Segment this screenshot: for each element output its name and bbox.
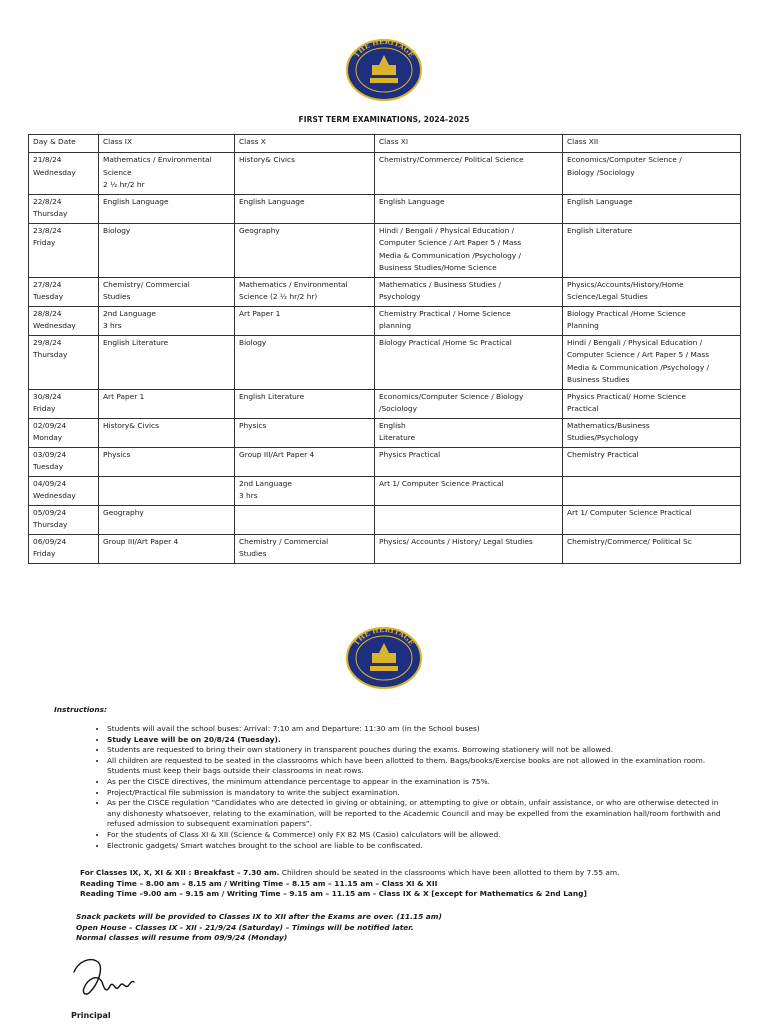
table-cell-subject: Mathematics/Business Studies/Psychology [563,418,741,447]
table-cell-date: 27/8/24 Tuesday [29,277,99,306]
table-cell-subject: Hindi / Bengali / Physical Education / Computer Science / Art Paper 5 / Mass Media & Communication /Psychology / Business Studies/Home Science [375,223,563,277]
table-row [29,194,741,223]
instruction-item: • Students will avail the school buses: Arrival: 7:10 am and Departure: 11:30 am (in the School buses) [107,724,734,735]
table-cell-subject: Art Paper 1 [99,389,235,418]
table-cell-subject: English Literature [375,418,563,447]
snack-note: Snack packets will be provided to Classes IX to XII after the Exams are over. (11.15 am) [76,912,442,921]
table-cell-subject: Geography [235,223,375,277]
table-cell-subject: English Language [235,194,375,223]
table-cell-subject: Chemistry/Commerce/ Political Sc [563,534,741,563]
table-cell-subject: Physics [99,447,235,476]
table-cell-subject: Geography [99,505,235,534]
table-cell-subject: Chemistry Practical / Home Science planning [375,306,563,335]
instruction-list [54,724,734,851]
table-cell-subject: 2nd Language 3 hrs [235,476,375,505]
table-cell-subject: Mathematics / Business Studies / Psychology [375,277,563,306]
table-cell-subject: English Literature [235,389,375,418]
table-cell-subject: Physics/ Accounts / History/ Legal Studies [375,534,563,563]
table-cell-subject: Physics Practical [375,447,563,476]
table-cell-subject: English Language [375,194,563,223]
breakfast-rest: Children should be seated in the classrooms which have been allotted to them by 7.55 am. [279,868,620,877]
table-cell-subject: Chemistry Practical [563,447,741,476]
table-cell-subject [99,476,235,505]
notes-block [76,912,442,944]
table-cell-subject: Art Paper 1 [235,306,375,335]
table-cell-subject: Economics/Computer Science / Biology /Sociology [563,153,741,195]
instruction-item: • As per the CISCE regulation “Candidates who are detected in giving or obtaining, or attempting to give or obtain, unfair assistance, or who are otherwise detected in any dishonesty whatsoever, relating to the examination, will be reported to the Academic Council and may be expelled from the examination hall/room forthwith and refused admission to subsequent examination papers”. [107,798,734,830]
table-cell-subject: Chemistry/ Commercial Studies [99,277,235,306]
reading-time-xi-xii: Reading Time – 8.00 am – 8.15 am / Writing Time – 8.15 am – 11.15 am – Class XI & XII [80,878,438,888]
column-header-date: Day & Date [29,135,99,153]
table-cell-date: 06/09/24 Friday [29,534,99,563]
table-row [29,476,741,505]
table-cell-subject: English Language [99,194,235,223]
table-cell-subject: Economics/Computer Science / Biology /Sociology [375,389,563,418]
column-header-class-x: Class X [235,135,375,153]
breakfast-line [80,868,619,879]
table-row [29,418,741,447]
table-cell-subject: Group III/Art Paper 4 [235,447,375,476]
logo-name: THE HERITAGE [351,38,417,60]
school-logo-top [345,38,423,102]
page-title: FIRST TERM EXAMINATIONS, 2024-2025 [298,115,470,124]
instructions-heading: Instructions: [54,705,107,714]
table-cell-subject: Biology Practical /Home Science Planning [563,306,741,335]
breakfast-bold: For Classes IX, X, XI & XII : Breakfast – 7.30 am. [80,868,280,877]
table-cell-subject: History& Civics [235,153,375,195]
table-cell-subject: Biology Practical /Home Sc Practical [375,335,563,389]
column-header-class-ix: Class IX [99,135,235,153]
table-row [29,153,741,195]
normal-classes-note: Normal classes will resume from 09/9/24 (Monday) [76,933,288,942]
school-crest [345,38,423,102]
table-row [29,534,741,563]
instruction-item: • As per the CISCE directives, the minimum attendance percentage to appear in the examination is 75%. [107,777,734,788]
logo-name: THE HERITAGE [351,626,417,648]
table-cell-subject: 2nd Language 3 hrs [99,306,235,335]
table-cell-subject: English Literature [563,223,741,277]
table-cell-date: 21/8/24 Wednesday [29,153,99,195]
instruction-item: • All children are requested to be seated in the classrooms which have been allotted to them. Bags/books/Exercise books are not allowed in the examination room. Students must keep their bags outside their classrooms in neat rows. [107,756,734,777]
table-cell-subject: Mathematics / Environmental Science 2 ½ hr/2 hr [99,153,235,195]
school-crest [345,626,423,690]
table-cell-subject: Chemistry/Commerce/ Political Science [375,153,563,195]
table-cell-date: 04/09/24 Wednesday [29,476,99,505]
table-cell-subject: Art 1/ Computer Science Practical [375,476,563,505]
table-cell-subject: Physics [235,418,375,447]
table-row [29,306,741,335]
instruction-item: • For the students of Class XI & XII (Science & Commerce) only FX 82 MS (Casio) calculators will be allowed. [107,830,734,841]
table-row [29,505,741,534]
table-cell-subject: Art 1/ Computer Science Practical [563,505,741,534]
table-cell-date: 22/8/24 Thursday [29,194,99,223]
open-house-note: Open House – Classes IX - XII - 21/9/24 (Saturday) – Timings will be notified later. [76,922,414,932]
table-cell-subject: Physics/Accounts/History/Home Science/Legal Studies [563,277,741,306]
principal-signature [68,950,148,1014]
table-cell-date: 29/8/24 Thursday [29,335,99,389]
table-cell-subject: English Language [563,194,741,223]
table-row [29,447,741,476]
principal-label: Principal [71,1011,111,1020]
exam-schedule-table [28,134,741,564]
table-cell-subject: Group III/Art Paper 4 [99,534,235,563]
table-cell-date: 05/09/24 Thursday [29,505,99,534]
table-row [29,223,741,277]
instruction-item: • Students are requested to bring their own stationery in transparent pouches during the exams. Borrowing stationery will not be allowed. [107,745,734,756]
table-cell-subject [375,505,563,534]
table-cell-subject: Biology [235,335,375,389]
table-cell-date: 03/09/24 Tuesday [29,447,99,476]
table-cell-date: 23/8/24 Friday [29,223,99,277]
instructions-section [54,705,734,851]
table-cell-date: 02/09/24 Monday [29,418,99,447]
table-cell-subject: Physics Practical/ Home Science Practical [563,389,741,418]
table-cell-subject: English Literature [99,335,235,389]
instruction-item: • Project/Practical file submission is mandatory to write the subject examination. [107,788,734,799]
table-cell-subject: Chemistry / Commercial Studies [235,534,375,563]
table-cell-subject: History& Civics [99,418,235,447]
timings-block [80,868,619,900]
table-row [29,277,741,306]
reading-time-ix-x: Reading Time –9.00 am – 9.15 am / Writing Time – 9.15 am – 11.15 am - Class IX & X [except for Mathematics & 2nd Lang] [80,889,587,898]
school-logo-bottom [345,626,423,690]
table-header-row [29,135,741,153]
instruction-item: • Electronic gadgets/ Smart watches brought to the school are liable to be confiscated. [107,841,734,852]
table-cell-date: 30/8/24 Friday [29,389,99,418]
table-cell-subject [235,505,375,534]
table-cell-subject: Mathematics / Environmental Science (2 ½ hr/2 hr) [235,277,375,306]
table-cell-subject: Hindi / Bengali / Physical Education / Computer Science / Art Paper 5 / Mass Media & Communication /Psychology / Business Studies [563,335,741,389]
table-cell-subject [563,476,741,505]
column-header-class-xii: Class XII [563,135,741,153]
table-cell-date: 28/8/24 Wednesday [29,306,99,335]
column-header-class-xi: Class XI [375,135,563,153]
table-cell-subject: Biology [99,223,235,277]
instruction-item: • Study Leave will be on 20/8/24 (Tuesday). [107,735,734,746]
table-row [29,389,741,418]
table-row [29,335,741,389]
